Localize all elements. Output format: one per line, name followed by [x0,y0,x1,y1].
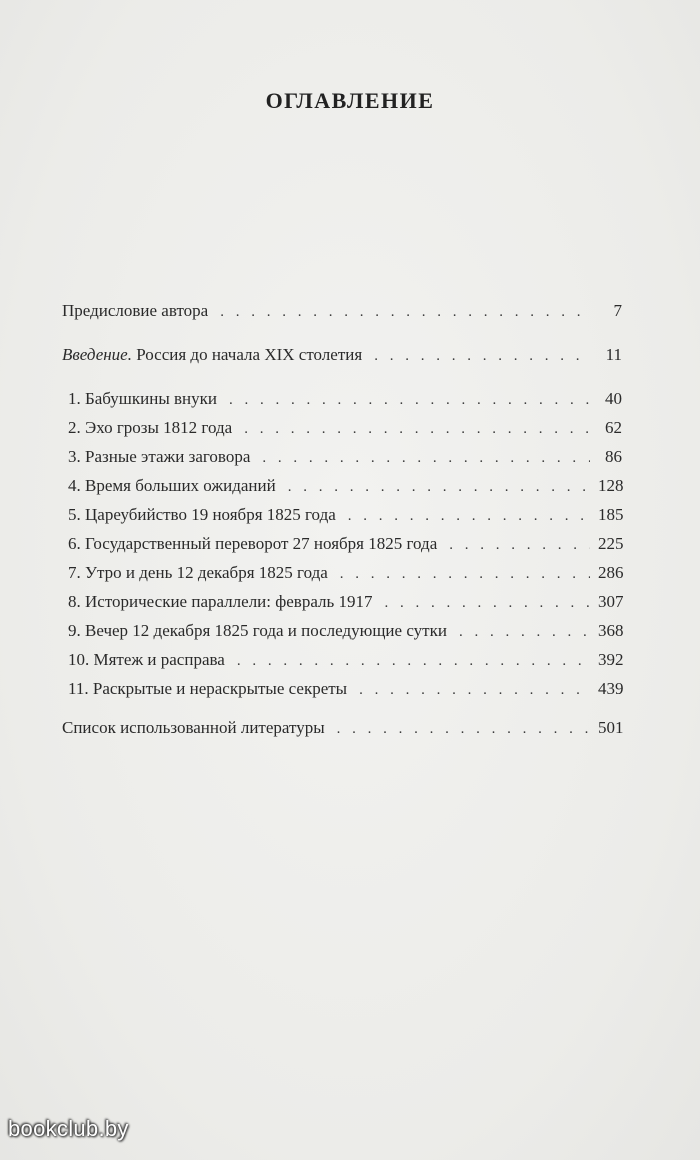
toc-entry-page: 62 [605,418,622,437]
toc-entry-chapter [68,416,622,440]
toc-entry-page: 225 [598,534,624,553]
page-title: ОГЛАВЛЕНИЕ [265,88,435,113]
toc-entry-preface [62,299,622,323]
toc-entry-page: 40 [605,389,622,408]
dot-leader [459,620,590,644]
toc-entry-bibliography [62,716,622,740]
dot-leader [244,417,590,441]
toc-entry-chapter [68,445,622,469]
toc-entry-label: 6. Государственный переворот 27 ноября 1825 года [68,534,438,553]
toc-entry-chapter [68,474,622,498]
toc-entry-page: 392 [598,650,624,669]
watermark-text: bookclub.by [8,1116,129,1141]
toc-entry-page: 7 [613,301,622,320]
toc-entry-label: 7. Утро и день 12 декабря 1825 года [68,563,328,582]
toc-entry-chapter [68,590,622,614]
toc-entry-label: 11. Раскрытые и нераскрытые секреты [68,679,348,698]
toc-entry-label: 5. Цареубийство 19 ноября 1825 года [68,505,336,524]
dot-leader [449,533,590,557]
toc-entry-label: 3. Разные этажи заговора [68,447,251,466]
toc-entry-intro [62,343,622,367]
toc-entry-page: 286 [598,563,624,582]
toc-entry-label: 10. Мятеж и расправа [68,650,225,669]
toc-entry-page: 185 [598,505,624,524]
dot-leader [348,504,590,528]
toc-entry-chapter [68,561,622,585]
toc-entry-page: 501 [598,718,624,737]
toc-entry-label [62,343,362,367]
dot-leader [340,562,590,586]
dot-leader [385,591,590,615]
toc-entry-page: 439 [598,679,624,698]
toc-entry-page: 368 [598,621,624,640]
toc-entry-page: 86 [605,447,622,466]
intro-italic-label: Введение. [62,345,132,364]
toc-entry-page: 307 [598,592,624,611]
dot-leader [262,446,590,470]
toc-entry-chapter [68,532,622,556]
toc-entry-label: 4. Время больших ожиданий [68,476,276,495]
dot-leader [288,475,590,499]
dot-leader [229,388,590,412]
toc-entry-chapter [68,677,622,701]
toc-entry-chapter [68,387,622,411]
toc-entry-label: 2. Эхо грозы 1812 года [68,418,233,437]
toc-entry-chapter [68,619,622,643]
toc-entry-chapter [68,648,622,672]
dot-leader [359,678,590,702]
toc-entry-label: Предисловие автора [62,301,209,320]
intro-rest-label: Россия до начала XIX столетия [131,345,363,364]
dot-leader [337,717,590,741]
toc-entry-label: Список использованной литературы [62,718,325,737]
toc-entry-label: 8. Исторические параллели: февраль 1917 [68,592,373,611]
toc-entry-label: 1. Бабушкины внуки [68,389,218,408]
dot-leader [237,649,590,673]
toc-entry-page: 11 [605,345,622,364]
toc-entry-label: 9. Вечер 12 декабря 1825 года и последующие сутки [68,621,447,640]
toc-entry-page: 128 [598,476,624,495]
toc-entry-chapter [68,503,622,527]
dot-leader [374,344,590,368]
dot-leader [220,300,590,324]
